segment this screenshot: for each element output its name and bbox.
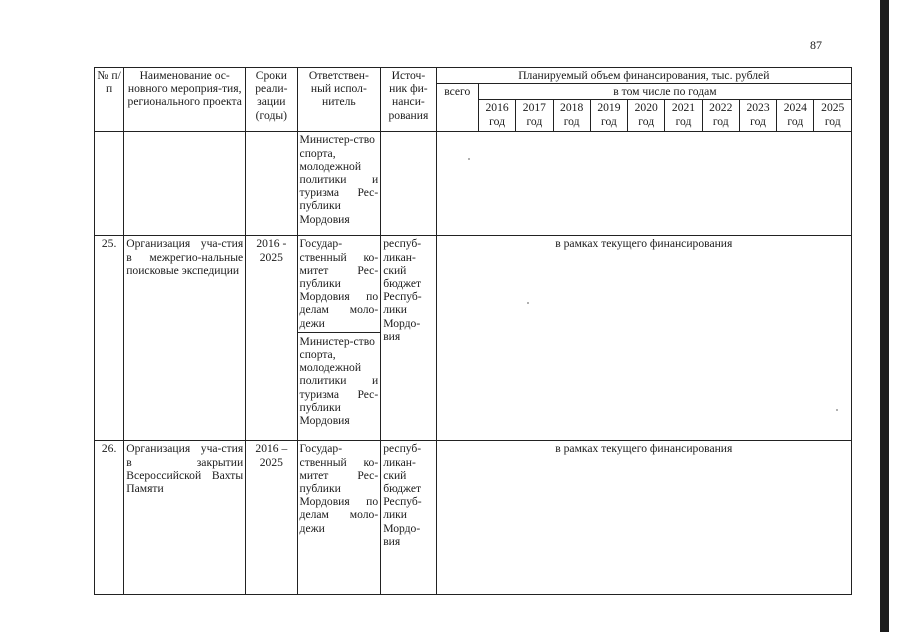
financing-plan-table xyxy=(94,67,852,595)
row-source xyxy=(381,132,436,236)
row-executor-primary: Государ-ственный ко-митет Рес-публики Мордовия по делам моло-дежи xyxy=(299,237,379,330)
header-year: 2019 год xyxy=(590,100,627,132)
row-funding xyxy=(436,132,851,236)
header-year: 2025 год xyxy=(814,100,852,132)
row-name xyxy=(124,132,246,236)
table-row xyxy=(95,132,852,236)
header-year: 2024 год xyxy=(777,100,814,132)
row-num: 25. xyxy=(95,236,124,441)
row-term: 2016 – 2025 xyxy=(246,441,297,595)
header-year: 2023 год xyxy=(739,100,776,132)
row-source: респуб-ликан-ский бюджет Респуб-лики Мордо-вия xyxy=(381,236,436,441)
header-source: Источ-ник фи-нанси-рования xyxy=(381,68,436,132)
table-row xyxy=(95,441,852,595)
header-year: 2017 год xyxy=(516,100,553,132)
table-row xyxy=(95,236,852,441)
row-executor: Государ-ственный ко-митет Рес-публики Мордовия по делам моло-дежи xyxy=(297,441,381,595)
scan-speck xyxy=(836,409,838,411)
row-term xyxy=(246,132,297,236)
row-name: Организация уча-стия в закрытии Всероссийской Вахты Памяти xyxy=(124,441,246,595)
header-year: 2021 год xyxy=(665,100,702,132)
row-term: 2016 - 2025 xyxy=(246,236,297,441)
row-num: 26. xyxy=(95,441,124,595)
executor-divider xyxy=(298,332,381,333)
row-funding: в рамках текущего финансирования xyxy=(436,236,851,441)
header-year: 2020 год xyxy=(628,100,665,132)
header-term: Сроки реали-зации (годы) xyxy=(246,68,297,132)
row-executor-cell xyxy=(297,236,381,441)
header-funding: Планируемый объем финансирования, тыс. рублей xyxy=(436,68,851,84)
header-year: 2018 год xyxy=(553,100,590,132)
header-num: № п/п xyxy=(95,68,124,132)
scan-speck xyxy=(527,302,529,304)
row-executor-secondary: Министер-ство спорта, молодежной политики и туризма Рес-публики Мордовия xyxy=(299,334,379,428)
row-funding: в рамках текущего финансирования xyxy=(436,441,851,595)
header-row-1 xyxy=(95,68,852,84)
scan-speck xyxy=(468,158,470,160)
row-executor: Министер-ство спорта, молодежной политики и туризма Рес-публики Мордовия xyxy=(297,132,381,236)
header-year: 2016 год xyxy=(478,100,515,132)
header-year: 2022 год xyxy=(702,100,739,132)
header-total: всего xyxy=(436,84,478,132)
page-number: 87 xyxy=(810,38,822,52)
header-executor: Ответствен-ный испол-нитель xyxy=(297,68,381,132)
row-num xyxy=(95,132,124,236)
header-name: Наименование ос-новного мероприя-тия, регионального проекта xyxy=(124,68,246,132)
row-name: Организация уча-стия в межрегио-нальные поисковые экспедиции xyxy=(124,236,246,441)
header-by-years: в том числе по годам xyxy=(478,84,851,100)
scan-edge-bar xyxy=(880,0,889,632)
row-source: респуб-ликан-ский бюджет Респуб-лики Мордо-вия xyxy=(381,441,436,595)
